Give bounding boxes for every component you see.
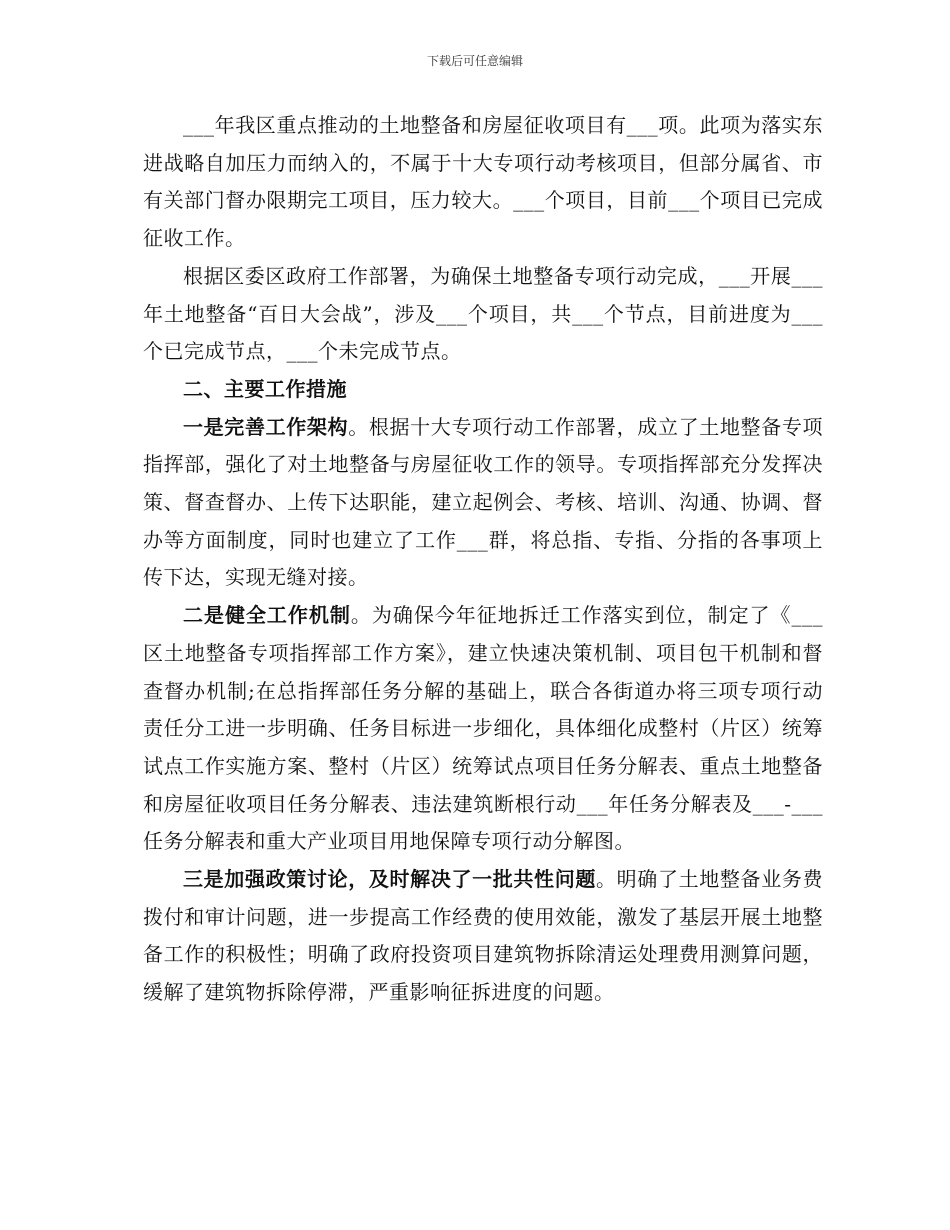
measure-one-lead: 一是完善工作架构 bbox=[183, 414, 349, 439]
paragraph-measure-one bbox=[143, 409, 823, 598]
measure-two-lead: 二是健全工作机制 bbox=[183, 603, 351, 628]
measure-two-body: 。为确保今年征地拆迁工作落实到位，制定了《___区土地整备专项指挥部工作方案》，建立快速决策机制、项目包干机制和督查督办机制;在总指挥部任务分解的基础上，联合各街道办将三项专项行动责任分工进一步明确、任务目标进一步细化，具体细化成整村（片区）统筹试点工作实施方案、整村（片区）统筹试点项目任务分解表、重点土地整备和房屋征收项目任务分解表、违法建筑断根行动___年任务分解表及___-___任务分解表和重大产业项目用地保障专项行动分解图。 bbox=[143, 603, 824, 854]
measure-three-body: 。明确了土地整备业务费拨付和审计问题，进一步提高工作经费的使用效能，激发了基层开展土地整备工作的积极性；明确了政府投资项目建筑物拆除清运处理费用测算问题，缓解了建筑物拆除停滞，严重影响征拆进度的问题。 bbox=[143, 867, 823, 1005]
measure-three-lead: 三是加强政策讨论，及时解决了一批共性问题 bbox=[183, 867, 596, 892]
download-note: 下载后可任意编辑 bbox=[426, 54, 523, 68]
section-heading-main-measures: 二、主要工作措施 bbox=[183, 376, 347, 401]
paragraph-measure-two bbox=[143, 597, 823, 861]
paragraph-project-overview: ___年我区重点推动的土地整备和房屋征收项目有___项。此项为落实东进战略自加压力而纳入的，不属于十大专项行动考核项目，但部分属省、市有关部门督办限期完工项目，压力较大。___个项目，目前___个项目已完成征收工作。 bbox=[143, 113, 823, 251]
measure-one-body: 。根据十大专项行动工作部署，成立了土地整备专项指挥部，强化了对土地整备与房屋征收工作的领导。专项指挥部充分发挥决策、督查督办、上传下达职能，建立起例会、考核、培训、沟通、协调、督办等方面制度，同时也建立了工作___群，将总指、专指、分指的各事项上传下达，实现无缝对接。 bbox=[143, 414, 824, 590]
paragraph-measure-three bbox=[143, 861, 823, 1012]
document-body bbox=[143, 107, 823, 1012]
paragraph-hundred-day-campaign: 根据区委区政府工作部署，为确保土地整备专项行动完成，___开展___年土地整备“百日大会战”，涉及___个项目，共___个节点，目前进度为___个已完成节点，___个未完成节点。 bbox=[143, 263, 823, 364]
